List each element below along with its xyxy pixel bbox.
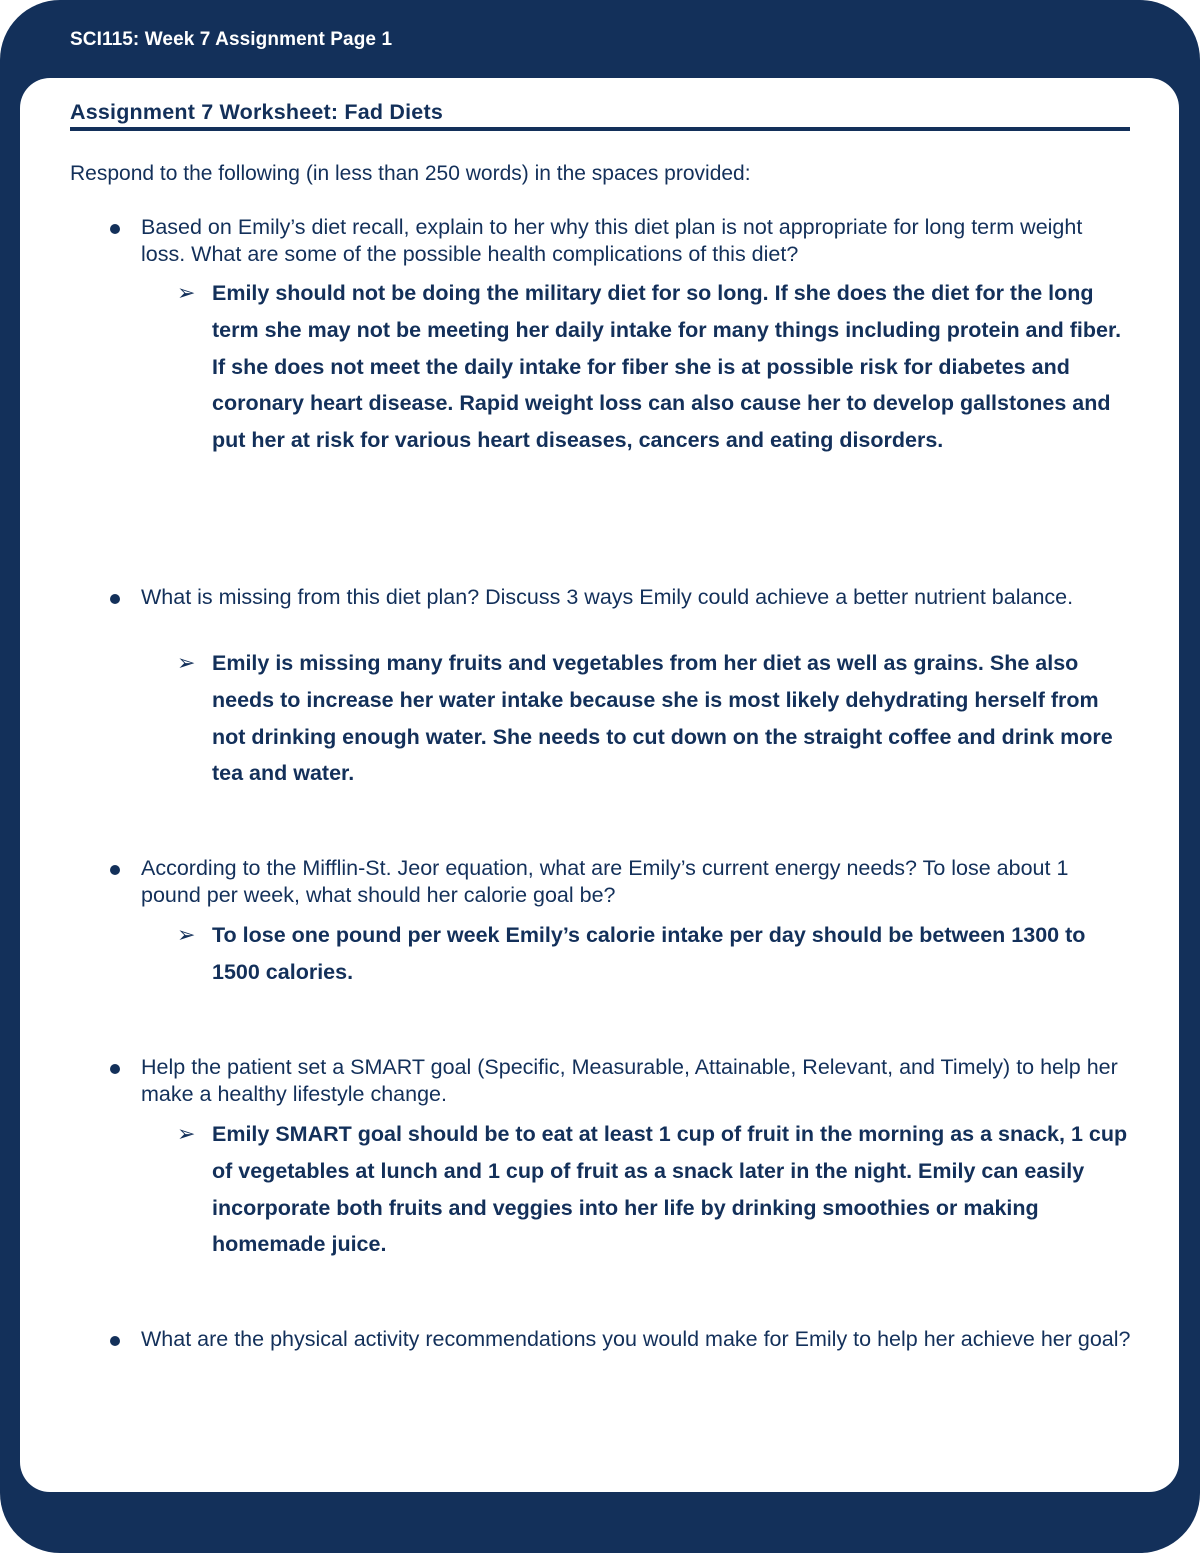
answer-text: Emily SMART goal should be to eat at least 1 cup of fruit in the morning as a snack, 1 cup of vegetables at lunch and 1 cup of fruit as a snack later in the night. Emily can easily incorporate both fruits and veggies into her life by drinking smoothies or making homemade juice. (212, 1122, 1128, 1257)
arrow-bullet-icon: ➢ (177, 922, 196, 947)
bullet-icon (110, 865, 120, 875)
bullet-icon (110, 594, 120, 604)
bullet-icon (110, 1064, 120, 1074)
question-text: What are the physical activity recommendations you would make for Emily to help her achieve her goal? (141, 1327, 1131, 1351)
arrow-bullet-icon: ➢ (177, 650, 196, 675)
title-divider (70, 127, 1130, 131)
arrow-bullet-icon: ➢ (177, 280, 196, 305)
answer-text: Emily is missing many fruits and vegetables from her diet as well as grains. She also needs to increase her water intake because she is most likely dehydrating herself from not drinking enough water. She needs to cut down on the straight coffee and drink more tea and water. (212, 651, 1113, 786)
bullet-icon (110, 224, 120, 234)
question-text: Help the patient set a SMART goal (Specific, Measurable, Attainable, Relevant, and Timely) to help her make a healthy lifestyle change. (141, 1055, 1118, 1106)
answer-text: To lose one pound per week Emily’s calorie intake per day should be between 1300 to 1500 calories. (212, 923, 1086, 984)
arrow-bullet-icon: ➢ (177, 1121, 196, 1146)
question-text: According to the Mifflin-St. Jeor equation, what are Emily’s current energy needs? To lose about 1 pound per week, what should her calorie goal be? (141, 856, 1069, 907)
question-text: Based on Emily’s diet recall, explain to her why this diet plan is not appropriate for long term weight loss. What are some of the possible health complications of this diet? (141, 215, 1083, 266)
question-text: What is missing from this diet plan? Discuss 3 ways Emily could achieve a better nutrient balance. (141, 585, 1074, 609)
document-sheet (20, 78, 1179, 1492)
answer-text: Emily should not be doing the military diet for so long. If she does the diet for the long term she may not be meeting her daily intake for many things including protein and fiber. If she does not meet the daily intake for fiber she is at possible risk for diabetes and coronary heart disease. Rapid weight loss can also cause her to develop gallstones and put her at risk for various heart diseases, cancers and eating disorders. (212, 281, 1122, 453)
header-title: SCI115: Week 7 Assignment Page 1 (70, 29, 393, 50)
instructions: Respond to the following (in less than 250 words) in the spaces provided: (70, 162, 751, 185)
document-title: Assignment 7 Worksheet: Fad Diets (70, 100, 443, 124)
bullet-icon (110, 1336, 120, 1346)
